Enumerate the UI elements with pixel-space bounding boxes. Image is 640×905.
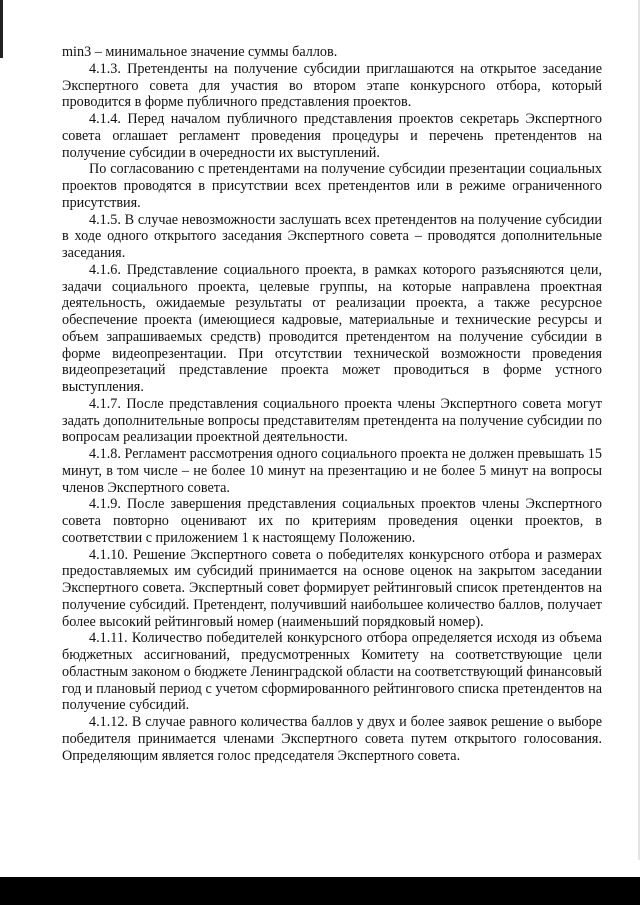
paragraph-4-1-12: 4.1.12. В случае равного количества баллов у двух и более заявок решение о выборе победителя принимается членами Экспертного совета путем открытого голосования. Определяющим является голос председателя Экспертного совета. [62, 714, 602, 764]
paragraph-4-1-5: 4.1.5. В случае невозможности заслушать всех претендентов на получение субсидии в ходе одного открытого заседания Экспертного совета – проводятся дополнительные заседания. [62, 211, 602, 261]
paragraph-4-1-11: 4.1.11. Количество победителей конкурсного отбора определяется исходя из объема бюджетных ассигнований, предусмотренных Комитету на соответствующие цели областным законом о бюджете Ленинградской области на соответствующий финансовый год и плановый период с учетом сформированного рейтингового списка претендентов на получение субсидий. [62, 630, 602, 714]
paragraph-4-1-7: 4.1.7. После представления социального проекта члены Экспертного совета могут задать дополнительные вопросы представителям претендента на получение субсидии по вопросам реализации проектной деятельности. [62, 395, 602, 446]
scan-edge-mark [0, 0, 3, 58]
paragraph-4-1-3: 4.1.3. Претенденты на получение субсидии приглашаются на открытое заседание Экспертного совета для участия во втором этапе конкурсного отбора, который проводится в форме публичного представления проектов. [62, 60, 602, 111]
paragraph-4-1-9: 4.1.9. После завершения представления социальных проектов члены Экспертного совета повторно оценивают их по критериям проведения оценки проектов, в соответствии с приложением 1 к настоящему Положению. [62, 496, 602, 546]
paragraph-4-1-4: 4.1.4. Перед началом публичного представления проектов секретарь Экспертного совета оглашает регламент проведения процедуры и перечень претендентов на получение субсидии в очередности их выступлений. [62, 111, 602, 161]
scan-bottom-border [0, 877, 640, 905]
paragraph-4-1-10: 4.1.10. Решение Экспертного совета о победителях конкурсного отбора и размерах предоставляемых им субсидий принимается на основе оценок на закрытом заседании Экспертного совета. Экспертный совет формирует рейтинговый список претендентов на получение субсидий. Претендент, получивший наибольшее количество баллов, получает более высокий рейтинговый номер (наименьший порядковый номер). [62, 546, 602, 630]
paragraph-min3: min3 – минимальное значение суммы баллов. [62, 44, 338, 60]
paragraph-4-1-6: 4.1.6. Представление социального проекта, в рамках которого разъясняются цели, задачи социального проекта, целевые группы, на которые направлена проектная деятельность, ожидаемые результаты от реализации проекта, а также ресурсное обеспечение проекта (имеющиеся кадровые, материальные и технические ресурсы и объем запрашиваемых средств) проводится претендентом на получение субсидии в форме видеопрезентации. При отсутствии технической возможности проведения видеопрезетаций представление проекта может проводиться в форме устного выступления. [62, 261, 602, 395]
document-body [62, 44, 602, 764]
paragraph-4-1-8: 4.1.8. Регламент рассмотрения одного социального проекта не должен превышать 15 минут, в том числе – не более 10 минут на презентацию и не более 5 минут на вопросы членов Экспертного совета. [62, 446, 602, 496]
paragraph-presentations: По согласованию с претендентами на получение субсидии презентации социальных проектов проводятся в присутствии всех претендентов или в режиме ограниченного присутствия. [62, 161, 602, 211]
